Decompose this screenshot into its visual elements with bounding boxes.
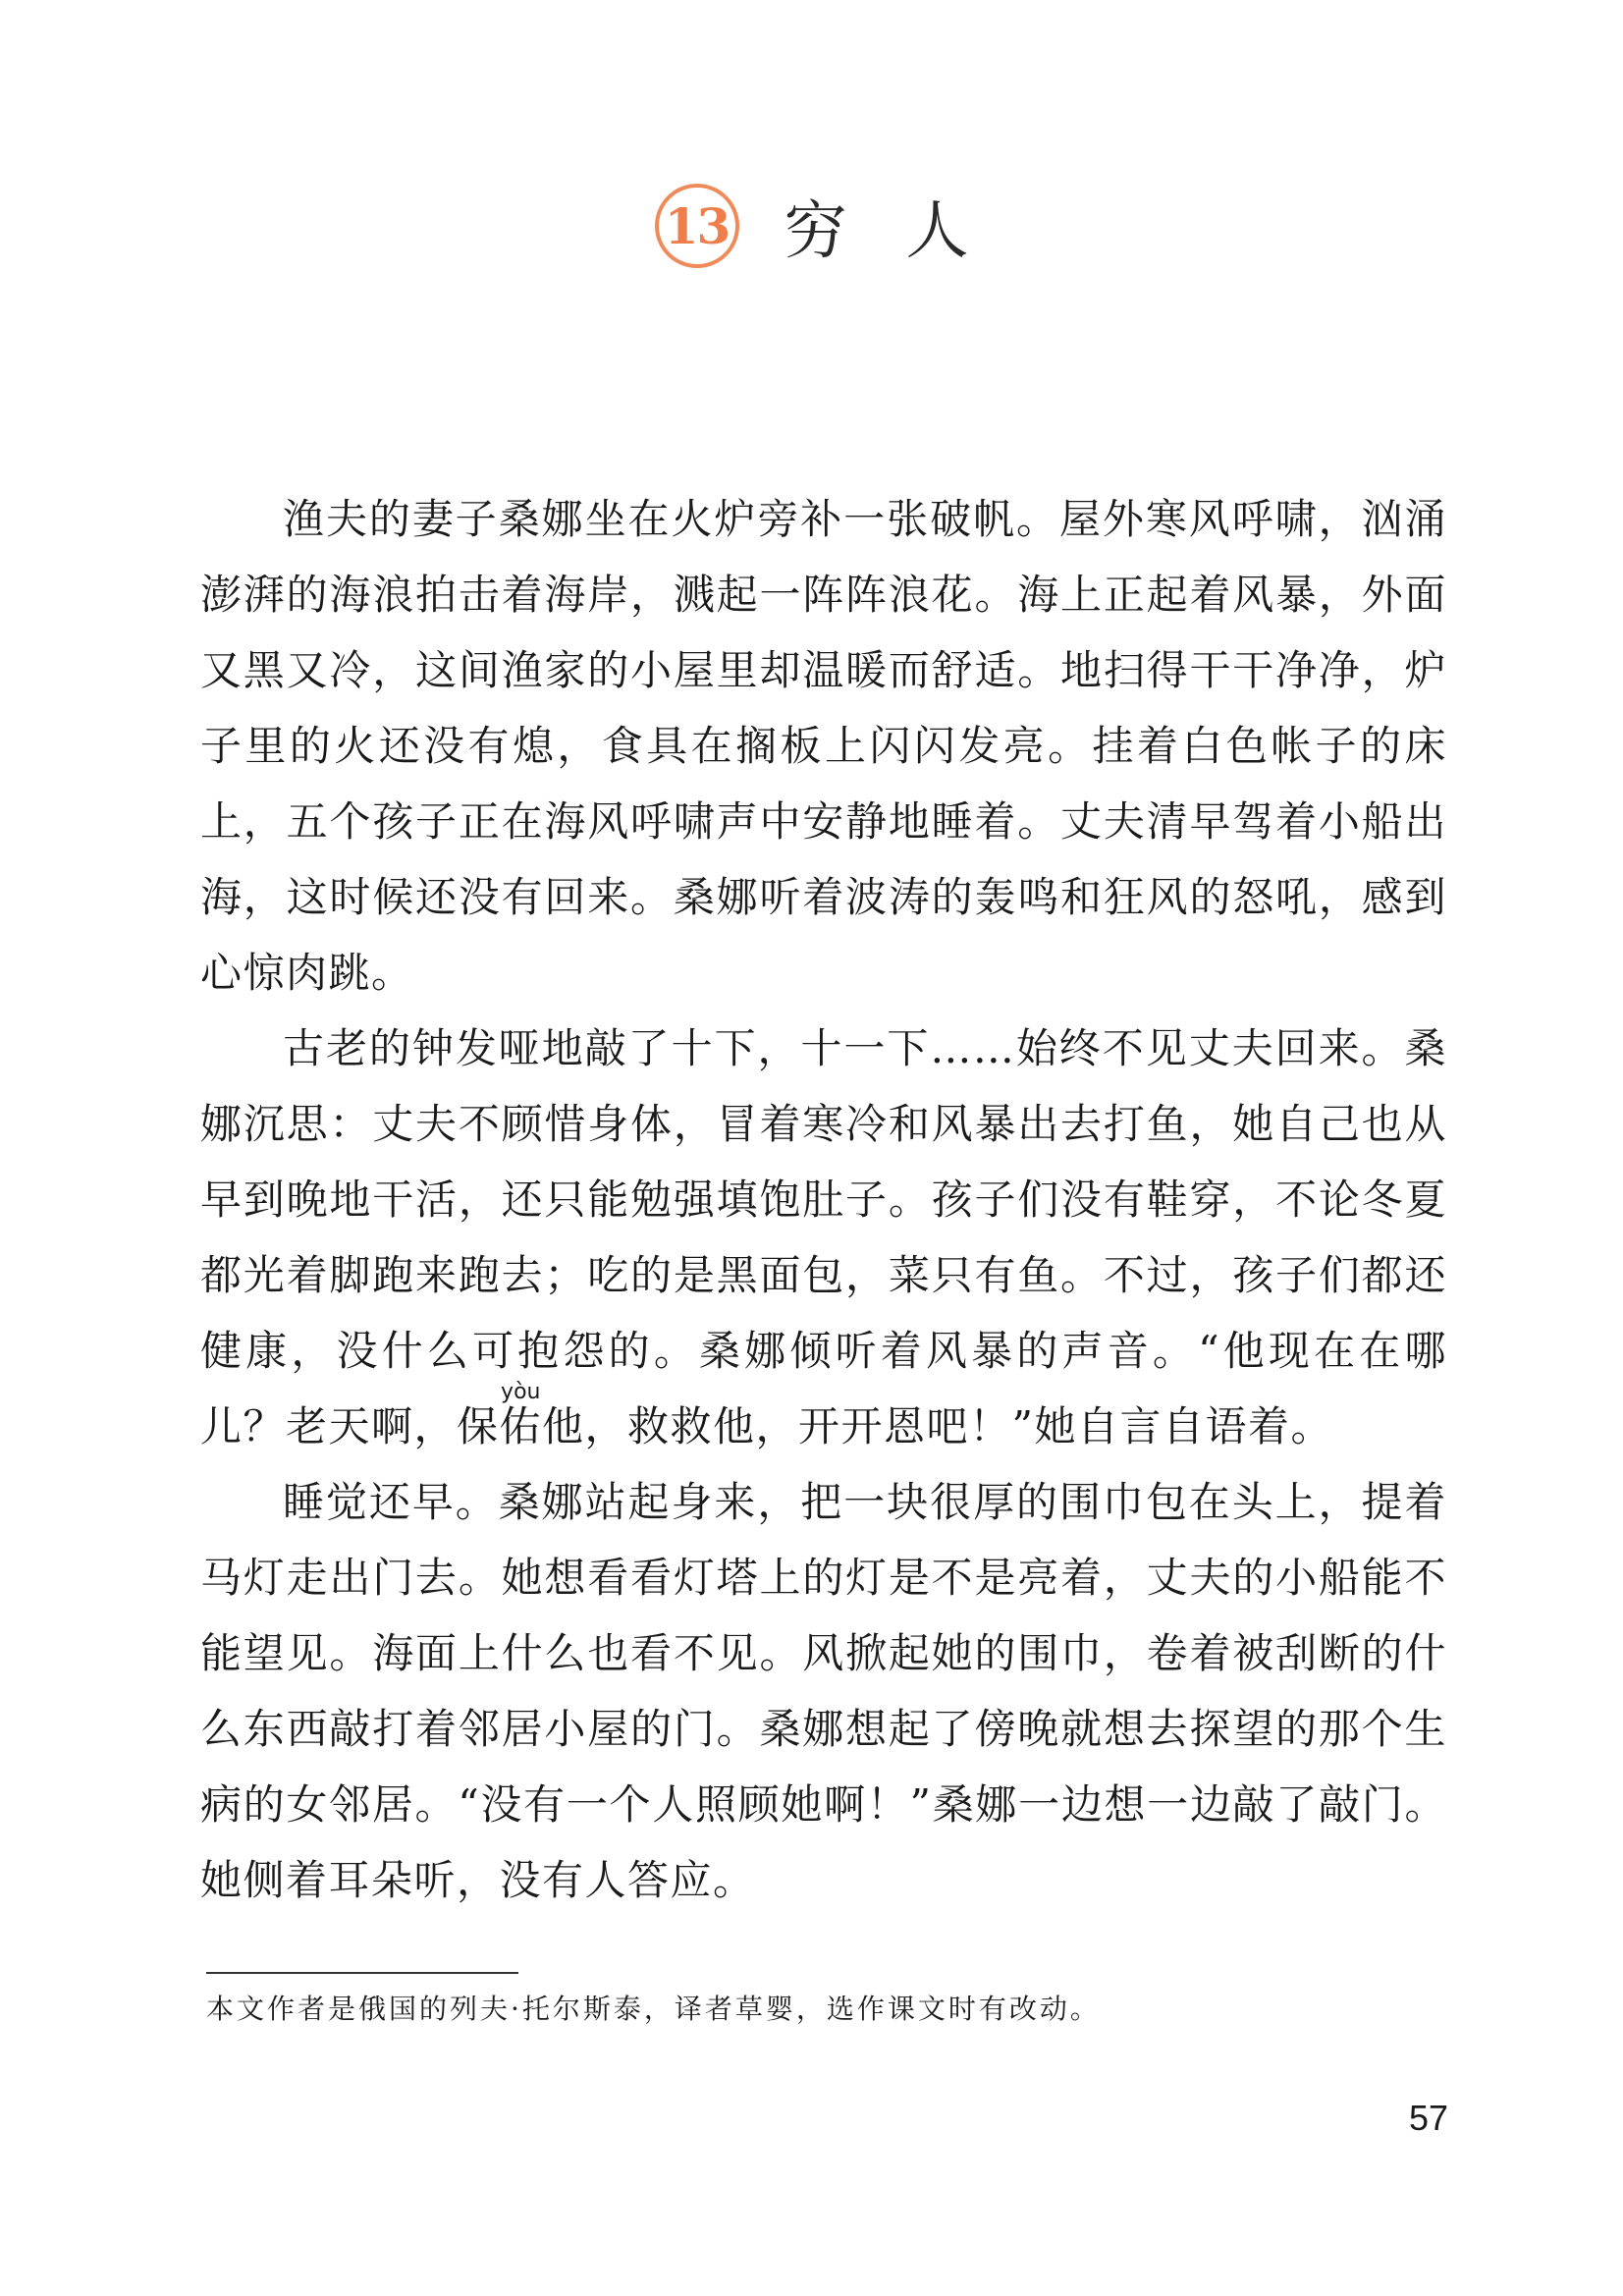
page-number: 57: [1408, 2098, 1448, 2138]
paragraph-3: 睡觉还早。桑娜站起身来，把一块很厚的围巾包在头上，提着马灯走出门去。她想看看灯塔上的灯是不是亮着，丈夫的小船能不能望见。海面上什么也看不见。风掀起她的围巾，卷着被刮断的什么东西敲打着邻居小屋的门。桑娜想起了傍晚就想去探望的那个生病的女邻居。“没有一个人照顾她啊！”桑娜一边想一边敲了敲门。她侧着耳朵听，没有人答应。: [200, 1478, 1447, 1904]
lesson-title: 穷人: [784, 195, 1028, 268]
paragraph-2: [200, 1011, 1447, 1464]
footnote-divider: [206, 1972, 518, 1974]
lesson-number-badge: 13: [655, 184, 739, 268]
paragraph-2-part-b: 他，救救他，开开恩吧！”她自言自语着。: [542, 1402, 1334, 1450]
footnote: 本文作者是俄国的列夫·托尔斯泰，译者草婴，选作课文时有改动。: [206, 1993, 1101, 2025]
article-body: [200, 481, 1447, 1918]
lesson-header: [0, 177, 1623, 275]
paragraph-2-part-a: 古老的钟发哑地敲了十下，十一下……始终不见丈夫回来。桑娜沉思：丈夫不顾惜身体，冒着寒冷和风暴出去打鱼，她自己也从早到晚地干活，还只能勉强填饱肚子。孩子们没有鞋穿，不论冬夏都光着脚跑来跑去；吃的是黑面包，菜只有鱼。不过，孩子们都还健康，没什么可抱怨的。桑娜倾听着风暴的声音。“他现在在哪儿？老天啊，保: [200, 1024, 1447, 1450]
annotated-character: 佑: [499, 1402, 543, 1450]
pinyin-annotation: [499, 1380, 543, 1450]
pinyin-text: yòu: [499, 1380, 543, 1404]
paragraph-1: 渔夫的妻子桑娜坐在火炉旁补一张破帆。屋外寒风呼啸，汹涌澎湃的海浪拍击着海岸，溅起一阵阵浪花。海上正起着风暴，外面又黑又冷，这间渔家的小屋里却温暖而舒适。地扫得干干净净，炉子里的火还没有熄，食具在搁板上闪闪发亮。挂着白色帐子的床上，五个孩子正在海风呼啸声中安静地睡着。丈夫清早驾着小船出海，这时候还没有回来。桑娜听着波涛的轰鸣和狂风的怒吼，感到心惊肉跳。: [200, 495, 1447, 997]
